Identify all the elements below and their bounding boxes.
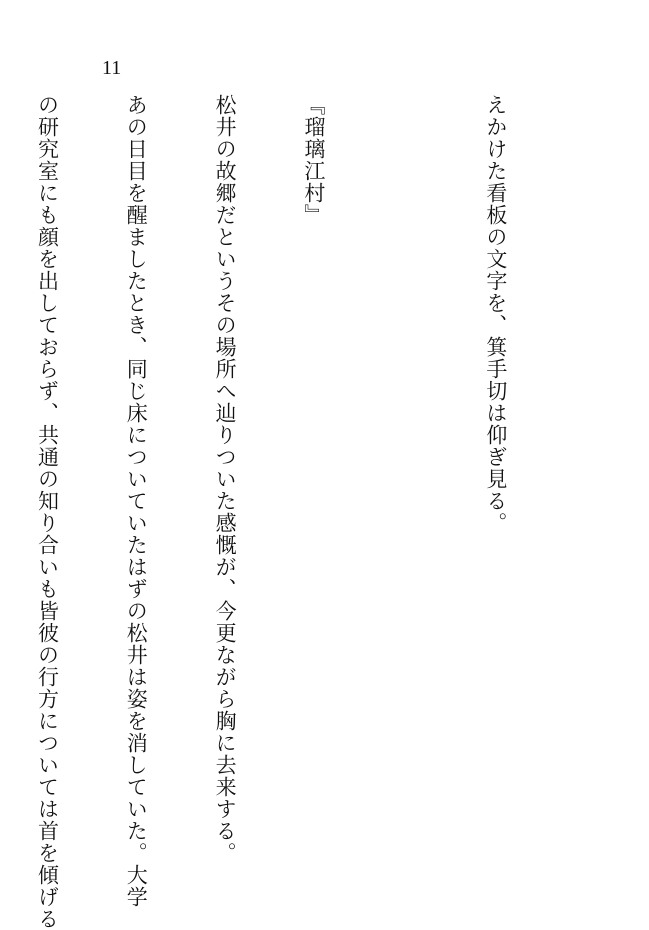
text-column-heading: 『瑠璃江村』: [301, 94, 326, 226]
text-column: えかけた看板の文字を、箕手切は仰ぎ見る。: [483, 94, 508, 534]
text-column: の研究室にも顔を出しておらず、共通の知り合いも皆彼の行方については首を傾げる: [35, 94, 60, 930]
page-number: 11: [102, 57, 122, 79]
paragraph-gap: [387, 94, 421, 854]
text-column: あの日目を醒ましたとき、同じ床についていたはずの松井は姿を消していた。大学: [124, 94, 149, 908]
vertical-text-body: [0, 94, 569, 930]
text-column: 松井の故郷だというその場所へ辿りついた感慨が、今更ながら胸に去来する。: [213, 94, 238, 864]
